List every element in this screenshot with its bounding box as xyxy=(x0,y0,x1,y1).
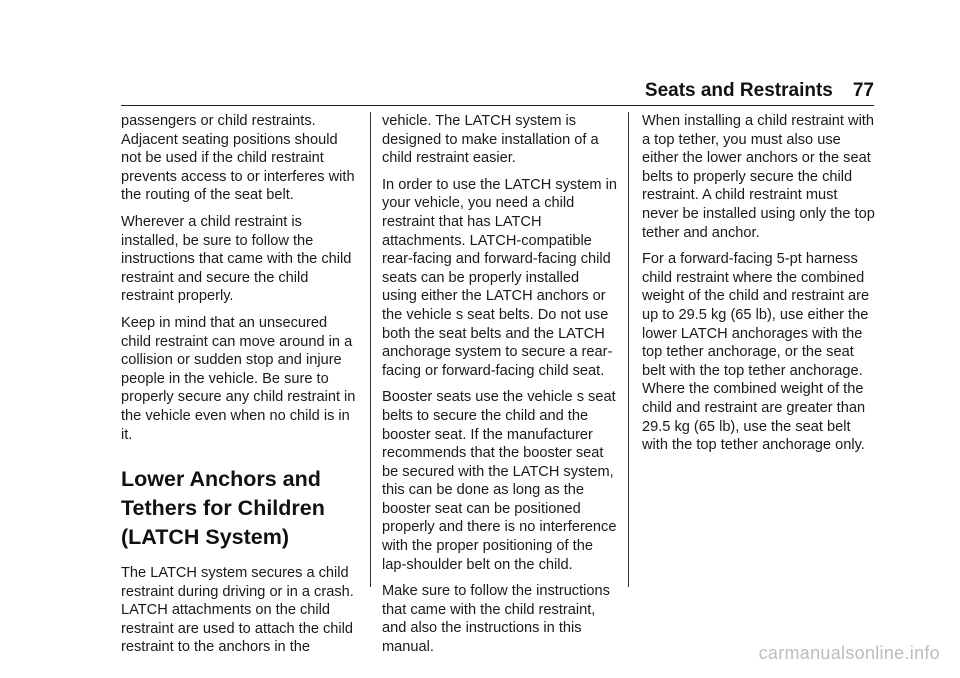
header-rule xyxy=(121,105,874,106)
paragraph: When installing a child restraint with a top tether, you must also use either the lower anchors or the seat belts to properly secure the child restraint. A child restraint must never be installed using only the top tether and anchor. xyxy=(642,113,875,241)
column-divider xyxy=(628,112,629,587)
column-divider xyxy=(370,112,371,587)
paragraph: Keep in mind that an unsecured child restraint can move around in a collision or sudden stop and injure people in the vehicle. Be sure to properly secure any child restraint in the vehicle even when no child is in it. xyxy=(121,314,356,443)
paragraph: The LATCH system secures a child restraint during driving or in a crash. LATCH attachments on the child restraint are used to attach the child restraint to the anchors in the xyxy=(121,565,354,656)
paragraph: In order to use the LATCH system in your vehicle, you need a child restraint that has LATCH attachments. LATCH-compatible rear-facing and forward-facing child seats can be properly installed using either the LATCH anchors or the vehicle s seat belts. Do not use both the seat belts and the LATCH anchorage system to secure a rear-facing or forward-facing child seat. xyxy=(382,176,617,379)
heading-line: (LATCH System) xyxy=(121,525,290,550)
paragraph: Wherever a child restraint is installed, be sure to follow the instructions that came with the child restraint and secure the child restraint properly. xyxy=(121,213,352,305)
section-heading xyxy=(121,466,361,551)
column-3 xyxy=(642,112,878,463)
paragraph: vehicle. The LATCH system is designed to make installation of a child restraint easier. xyxy=(382,113,599,167)
section-title: Seats and Restraints xyxy=(644,80,833,101)
column-1 xyxy=(121,112,361,665)
page-header xyxy=(645,80,874,102)
watermark: carmanualsonline.info xyxy=(758,643,940,663)
heading-line: Tethers for Children xyxy=(121,496,325,521)
paragraph: Make sure to follow the instructions that came with the child restraint, and also the instructions in this manual. xyxy=(382,583,610,656)
paragraph: For a forward-facing 5-pt harness child restraint where the combined weight of the child and restraint are up to 29.5 kg (65 lb), use either the lower LATCH anchorages with the top tether anchorage, or the seat belt with the top tether anchorage. Where the combined weight of the child and restraint are greater than 29.5 kg (65 lb), use the seat belt with the top tether anchorage only. xyxy=(642,251,870,454)
paragraph: passengers or child restraints. Adjacent seating positions should not be used if the child restraint prevents access to or interferes with the routing of the seat belt. xyxy=(121,113,355,204)
page-number: 77 xyxy=(852,80,874,101)
paragraph: Booster seats use the vehicle s seat belts to secure the child and the booster seat. If the manufacturer recommends that the booster seat be secured with the LATCH system, this can be done as long as the booster seat can be positioned properly and there is no interference with the proper positioning of the lap-shoulder belt on the child. xyxy=(382,389,617,573)
heading-line: Lower Anchors and xyxy=(121,467,321,492)
column-2 xyxy=(382,112,618,665)
